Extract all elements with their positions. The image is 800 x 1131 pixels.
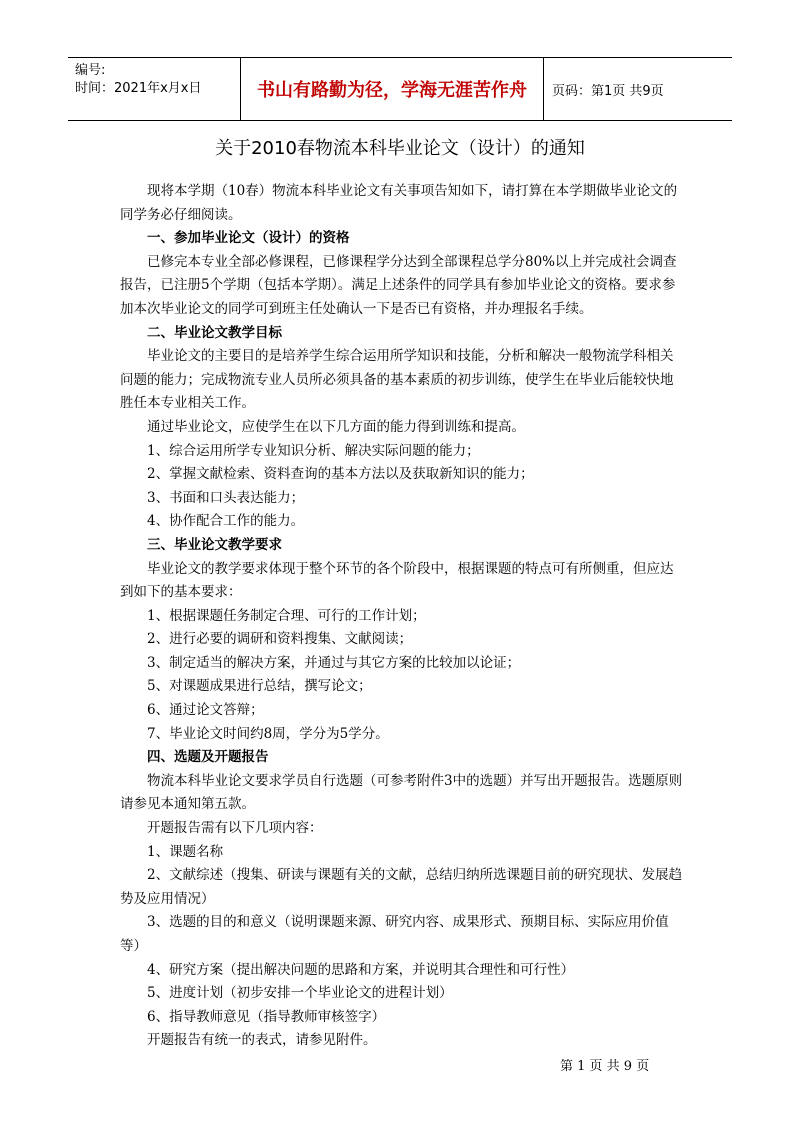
body-paragraph: 毕业论文的主要目的是培养学生综合运用所学知识和技能，分析和解决一般物流学科相关问题的能力；完成物流专业人员所必须具备的基本素质的初步训练，使学生在毕业后能较快地胜任本专业相关工作。 (120, 348, 674, 412)
body-paragraph: 6、指导教师意见（指导教师审核签字） (147, 1008, 386, 1025)
page-footer: 第 1 页 共 9 页 (560, 1059, 650, 1074)
body-paragraph: 1、根据课题任务制定合理、可行的工作计划； (147, 607, 426, 624)
body-paragraph: 1、综合运用所学专业知识分析、解决实际问题的能力； (147, 442, 480, 459)
body-paragraph: 现将本学期（10春）物流本科毕业论文有关事项告知如下，请打算在本学期做毕业论文的同学务必仔细阅读。 (120, 183, 678, 223)
body-paragraph: 物流本科毕业论文要求学员自行选题（可参考附件3中的选题）并写出开题报告。选题原则请参见本通知第五款。 (120, 772, 683, 813)
body-paragraph: 开题报告需有以下几项内容： (147, 820, 323, 837)
body-paragraph: 2、文献综述（搜集、研读与课题有关的文献，总结归纳所选课题目前的研究现状、发展趋势及应用情况） (120, 867, 683, 907)
body-paragraph: 毕业论文的教学要求体现于整个环节的各个阶段中，根据课题的特点可有所侧重，但应达到如下的基本要求： (120, 560, 674, 601)
page-header (68, 57, 732, 121)
body-paragraph: 6、通过论文答辩； (147, 702, 264, 719)
doc-time-label: 时间：2021年x月x日 (75, 81, 202, 96)
doc-number-label: 编号: (75, 63, 106, 78)
body-paragraph: 2、掌握文献检索、资料查询的基本方法以及获取新知识的能力； (147, 466, 534, 483)
body-paragraph: 1、课题名称 (147, 843, 224, 860)
body-paragraph: 3、书面和口头表达能力； (147, 489, 305, 506)
section-heading: 二、毕业论文教学目标 (147, 324, 282, 341)
body-paragraph: 5、对课题成果进行总结，撰写论文； (147, 678, 372, 695)
body-paragraph: 3、制定适当的解决方案，并通过与其它方案的比较加以论证； (147, 654, 521, 671)
section-heading: 四、选题及开题报告 (147, 749, 269, 766)
body-paragraph: 3、选题的目的和意义（说明课题来源、研究内容、成果形式、预期目标、实际应用价值等） (120, 914, 669, 954)
body-paragraph: 开题报告有统一的表式，请参见附件。 (147, 1032, 377, 1049)
body-paragraph: 5、进度计划（初步安排一个毕业论文的进程计划） (147, 985, 453, 1002)
body-paragraph: 4、研究方案（提出解决问题的思路和方案，并说明其合理性和可行性） (147, 961, 575, 978)
header-page-info: 页码：第1页 共9页 (552, 83, 664, 99)
section-heading: 一、参加毕业论文（设计）的资格 (147, 230, 350, 247)
body-paragraph: 7、毕业论文时间约8周，学分为5学分。 (147, 725, 389, 742)
body-paragraph: 通过毕业论文，应使学生在以下几方面的能力得到训练和提高。 (147, 418, 525, 435)
section-heading: 三、毕业论文教学要求 (147, 536, 282, 553)
document-body (120, 180, 686, 1053)
header-motto: 书山有路勤为径，学海无涯苦作舟 (240, 58, 544, 120)
body-paragraph: 2、进行必要的调研和资料搜集、文献阅读； (147, 631, 413, 648)
body-paragraph: 4、协作配合工作的能力。 (147, 513, 305, 530)
body-paragraph: 已修完本专业全部必修课程，已修课程学分达到全部课程总学分80%以上并完成社会调查报告，已注册5个学期（包括本学期）。满足上述条件的同学具有参加毕业论文的资格。要求参加本次毕业论文的同学可到班主任处确认一下是否已有资格，并办理报名手续。 (120, 253, 677, 317)
header-meta (68, 58, 240, 120)
document-title: 关于2010春物流本科毕业论文（设计）的通知 (215, 138, 585, 159)
